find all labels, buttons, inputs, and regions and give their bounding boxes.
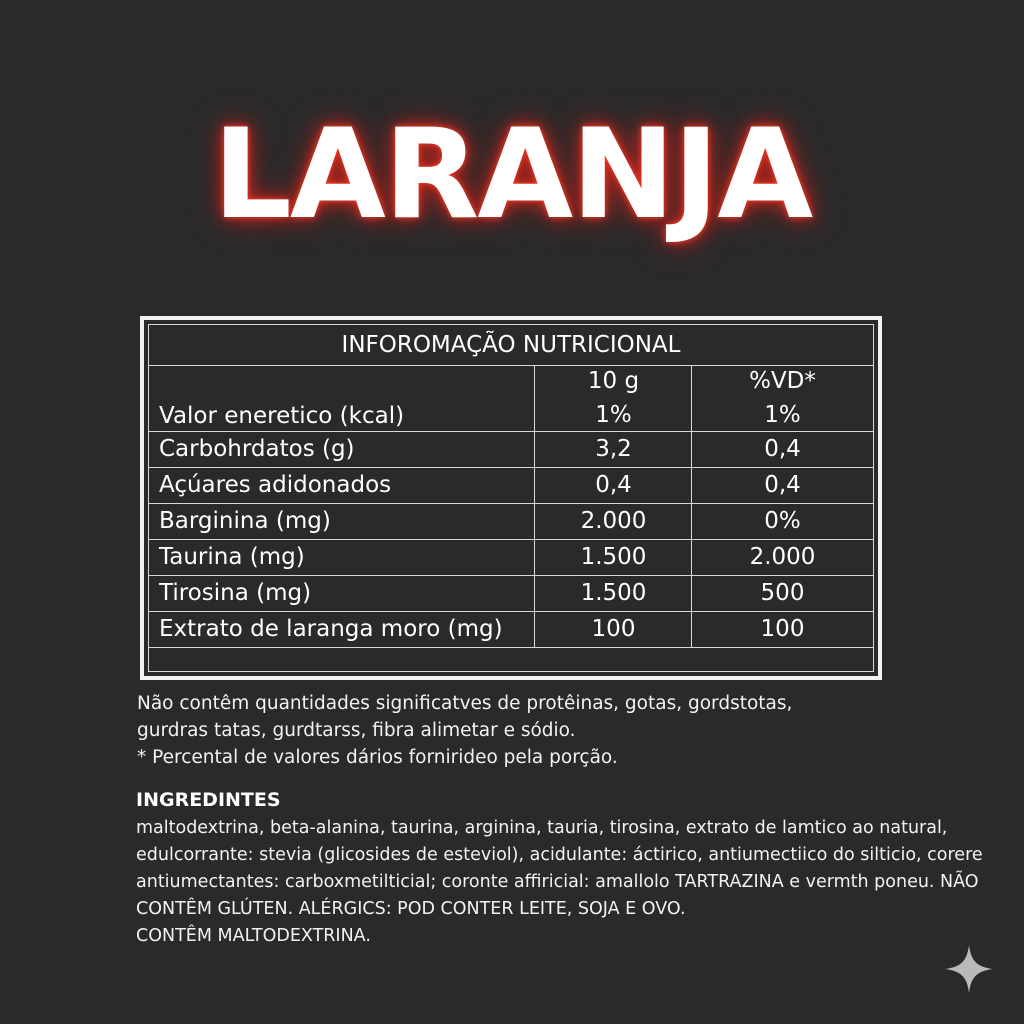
nutrient-name: Taurina (mg) <box>159 544 305 570</box>
nutrient-value: 0,4 <box>534 467 692 503</box>
energy-value: 1% <box>595 402 632 428</box>
ingredients-line: CONTÊM GLÚTEN. ALÉRGICS: POD CONTER LEITE, SOJA E OVO. <box>136 899 686 919</box>
nutrient-vd: 0% <box>691 503 873 539</box>
table-row <box>149 503 873 540</box>
nutrient-vd: 500 <box>691 575 873 611</box>
nutrient-name: Tirosina (mg) <box>159 580 312 606</box>
table-row <box>149 431 873 468</box>
nutrient-vd: 0,4 <box>691 467 873 503</box>
nutrient-name: Carbohrdatos (g) <box>159 436 355 462</box>
nutrient-vd: 0,4 <box>691 431 873 467</box>
nutrient-value: 1.500 <box>534 575 692 611</box>
nutrient-vd: 100 <box>691 611 873 647</box>
table-row <box>149 539 873 576</box>
nutrition-grid <box>148 324 874 672</box>
energy-label: Valor eneretico (kcal) <box>159 403 405 429</box>
nutrition-table-title: INFOROMAÇÃO NUTRICIONAL <box>149 325 873 366</box>
table-row <box>149 467 873 504</box>
product-title: LARANJA <box>212 103 812 247</box>
table-row <box>149 611 873 648</box>
nutrient-name: Barginina (mg) <box>159 508 331 534</box>
ingredients-line: antiumectantes: carboxmetilticial; coronte affiricial: amallolo TARTRAZINA e vermth poneu. NÃO <box>136 872 979 892</box>
portion-size: 10 g <box>587 368 640 394</box>
vd-column-header <box>691 365 873 431</box>
ingredients-line: edulcorrante: stevia (glicosides de esteviol), acidulante: áctirico, antiumectiico do silticio, corere <box>136 845 983 865</box>
nutrient-name: Extrato de laranga moro (mg) <box>159 616 503 642</box>
nutrition-notes <box>137 690 937 771</box>
ingredients-heading: INGREDINTES <box>136 789 281 811</box>
sparkle-icon <box>942 942 996 996</box>
nutrient-vd: 2.000 <box>691 539 873 575</box>
note-line: Não contêm quantidades significatves de protêinas, gotas, gordstotas, <box>137 693 793 714</box>
ingredients-line: maltodextrina, beta-alanina, taurina, arginina, tauria, tirosina, extrato de lamtico ao natural, <box>136 818 948 838</box>
ingredients-text <box>136 815 996 950</box>
portion-column-header <box>534 365 692 431</box>
nutrient-value: 100 <box>534 611 692 647</box>
vd-label: %VD* <box>749 368 816 394</box>
nutrient-value: 1.500 <box>534 539 692 575</box>
nutrient-value: 2.000 <box>534 503 692 539</box>
table-row <box>149 575 873 612</box>
ingredients-line: CONTÊM MALTODEXTRINA. <box>136 926 371 946</box>
nutrient-name: Açúares adidonados <box>159 472 392 498</box>
nutrition-header-row <box>149 365 873 432</box>
note-line: gurdras tatas, gurdtarss, fibra alimetar e sódio. <box>137 720 576 741</box>
energy-vd: 1% <box>764 402 801 428</box>
nutrition-table <box>140 316 882 680</box>
note-line: * Percental de valores dários fornirideo pela porção. <box>137 747 618 768</box>
nutrient-value: 3,2 <box>534 431 692 467</box>
